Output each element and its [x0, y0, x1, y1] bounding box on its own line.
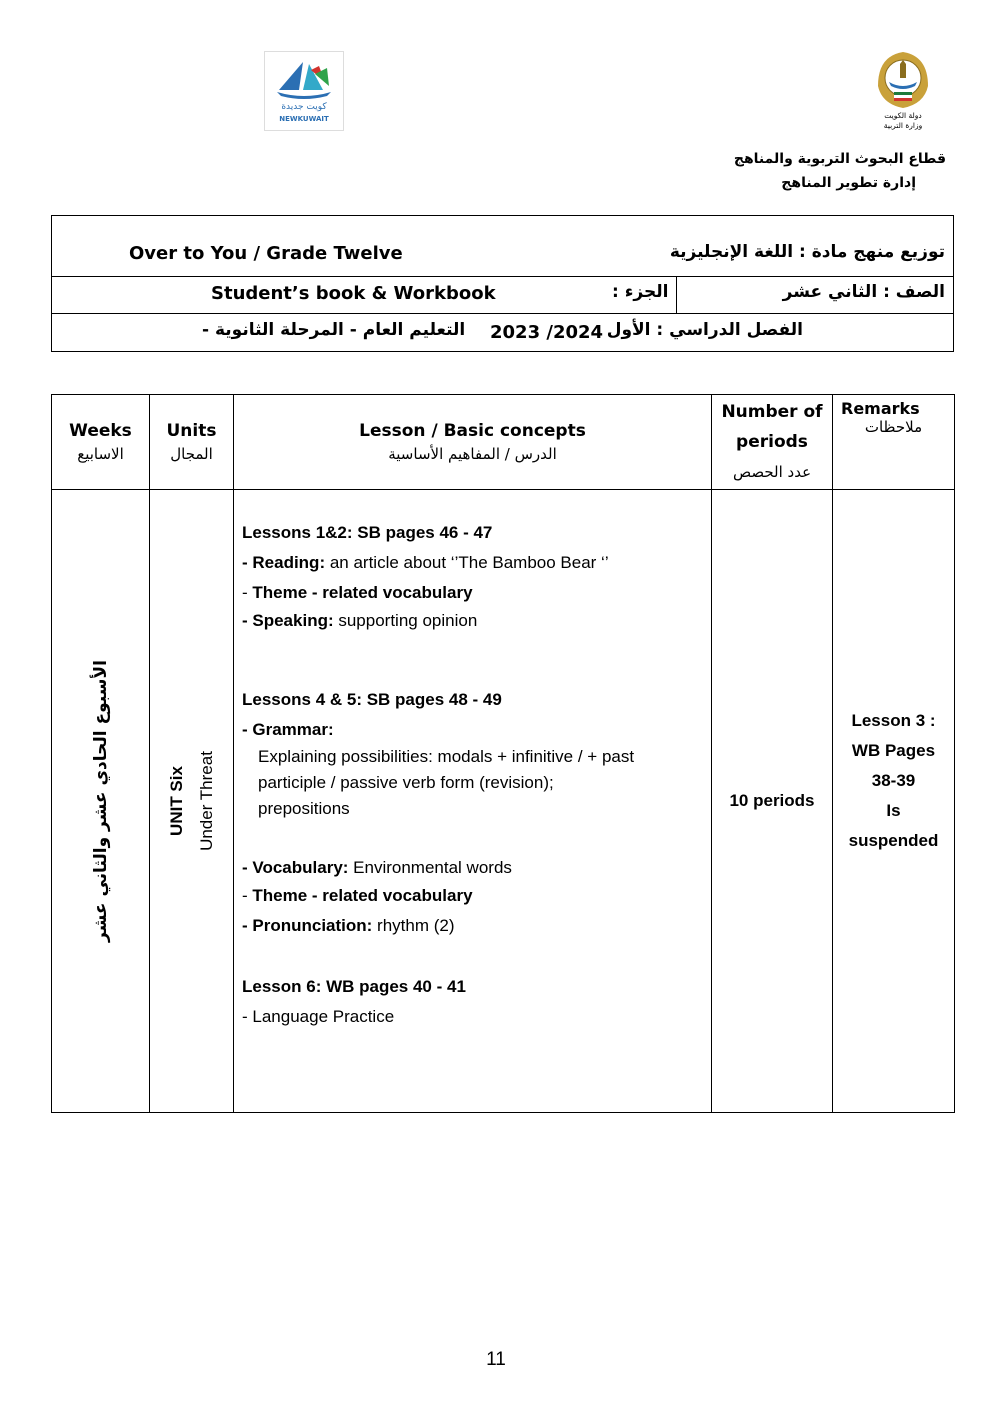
stage-label: التعليم العام - المرحلة الثانوية -: [202, 320, 466, 340]
new-kuwait-english-text: NEWKUWAIT: [279, 115, 329, 123]
lesson-header-en: Lesson / Basic concepts: [359, 421, 586, 441]
theme-prefix-2: -: [242, 886, 253, 905]
theme-prefix-1: -: [242, 583, 253, 602]
curriculum-header-box: [51, 215, 954, 352]
ministry-emblem: [872, 48, 934, 132]
grade-label: الصف : الثاني عشر: [782, 282, 945, 302]
remarks-header-ar: ملاحظات: [864, 418, 923, 436]
periods-value: 10 periods: [729, 791, 815, 810]
new-kuwait-logo: [264, 51, 344, 131]
weeks-header: [52, 395, 150, 490]
reading-text: an article about ‘’The Bamboo Bear ‘’: [325, 553, 609, 572]
part-label: الجزء :: [612, 282, 669, 302]
remarks-line-3: 38-39: [871, 771, 916, 790]
periods-header-en1: Number of: [721, 402, 823, 422]
lesson-group-1-title: Lessons 1&2: SB pages 46 - 47: [242, 523, 493, 542]
theme-vocab-2: Theme - related vocabulary: [252, 886, 473, 905]
unit-title: Under Threat: [196, 751, 216, 851]
grammar-line-2: participle / passive verb form (revision);: [258, 773, 554, 792]
reading-label: - Reading:: [242, 553, 326, 572]
grammar-label: - Grammar:: [242, 720, 334, 739]
weeks-cell: [52, 490, 150, 1113]
theme-vocab-1: Theme - related vocabulary: [252, 583, 473, 602]
emblem-ministry-text: وزارة التربية: [883, 121, 923, 130]
course-title: Over to You / Grade Twelve: [129, 243, 403, 264]
department-curriculum: إدارة تطوير المناهج: [781, 175, 916, 191]
speaking-text: supporting opinion: [333, 611, 478, 630]
remarks-cell: [833, 490, 955, 1113]
table-header-row: [52, 395, 955, 490]
periods-header-ar: عدد الحصص: [732, 463, 812, 481]
periods-header: [712, 395, 833, 490]
vocabulary-text: Environmental words: [348, 858, 512, 877]
periods-header-en2: periods: [736, 432, 808, 452]
books-title: Student’s book & Workbook: [211, 283, 496, 304]
units-cell: [150, 490, 234, 1113]
syllabus-table: [51, 394, 955, 1113]
remarks-line-2: WB Pages: [851, 741, 936, 760]
emblem-state-text: دولة الكويت: [884, 111, 922, 120]
new-kuwait-sail-icon: [265, 52, 343, 130]
remarks-line-1: Lesson 3 :: [851, 711, 936, 730]
lesson-header: [234, 395, 712, 490]
units-header-ar: المجال: [170, 445, 213, 463]
remarks-header-en: Remarks: [841, 399, 920, 418]
page-number: 11: [486, 1349, 506, 1370]
department-sector: قطاع البحوث التربوية والمناهج: [733, 151, 946, 167]
pronunciation-text: rhythm (2): [372, 916, 455, 935]
new-kuwait-arabic-text: كويت جديدة: [281, 102, 327, 112]
table-row: [52, 490, 955, 1113]
term-label: الفصل الدراسي : الأول: [606, 320, 803, 340]
periods-cell: [712, 490, 833, 1113]
unit-value: [162, 751, 222, 851]
school-year: 2023 /2024: [490, 322, 604, 343]
kuwait-emblem-icon: [872, 48, 934, 132]
units-header-en: Units: [166, 421, 217, 441]
remarks-header: [833, 395, 955, 490]
pronunciation-label: - Pronunciation:: [242, 916, 373, 935]
weeks-header-ar: الاسابيع: [77, 445, 124, 463]
subject-label: توزيع منهج مادة : اللغة الإنجليزية: [669, 242, 945, 262]
lesson-group-3-title: Lesson 6: WB pages 40 - 41: [242, 977, 466, 996]
lesson-group-2-title: Lessons 4 & 5: SB pages 48 - 49: [242, 690, 502, 709]
language-practice: - Language Practice: [242, 1007, 395, 1026]
grammar-line-3: prepositions: [258, 799, 350, 818]
remarks-line-4: Is: [886, 801, 901, 820]
unit-number: UNIT Six: [166, 766, 186, 836]
remarks-line-5: suspended: [848, 831, 939, 850]
weeks-value: الأسبوع الحادي عشر والثاني عشر: [90, 660, 111, 942]
speaking-label: - Speaking:: [242, 611, 334, 630]
grammar-line-1: Explaining possibilities: modals + infinitive / + past: [258, 747, 635, 766]
vocabulary-label: - Vocabulary:: [242, 858, 349, 877]
lesson-header-ar: الدرس / المفاهيم الأساسية: [388, 445, 557, 463]
weeks-header-en: Weeks: [69, 421, 132, 441]
units-header: [150, 395, 234, 490]
lesson-cell: [234, 490, 712, 1113]
